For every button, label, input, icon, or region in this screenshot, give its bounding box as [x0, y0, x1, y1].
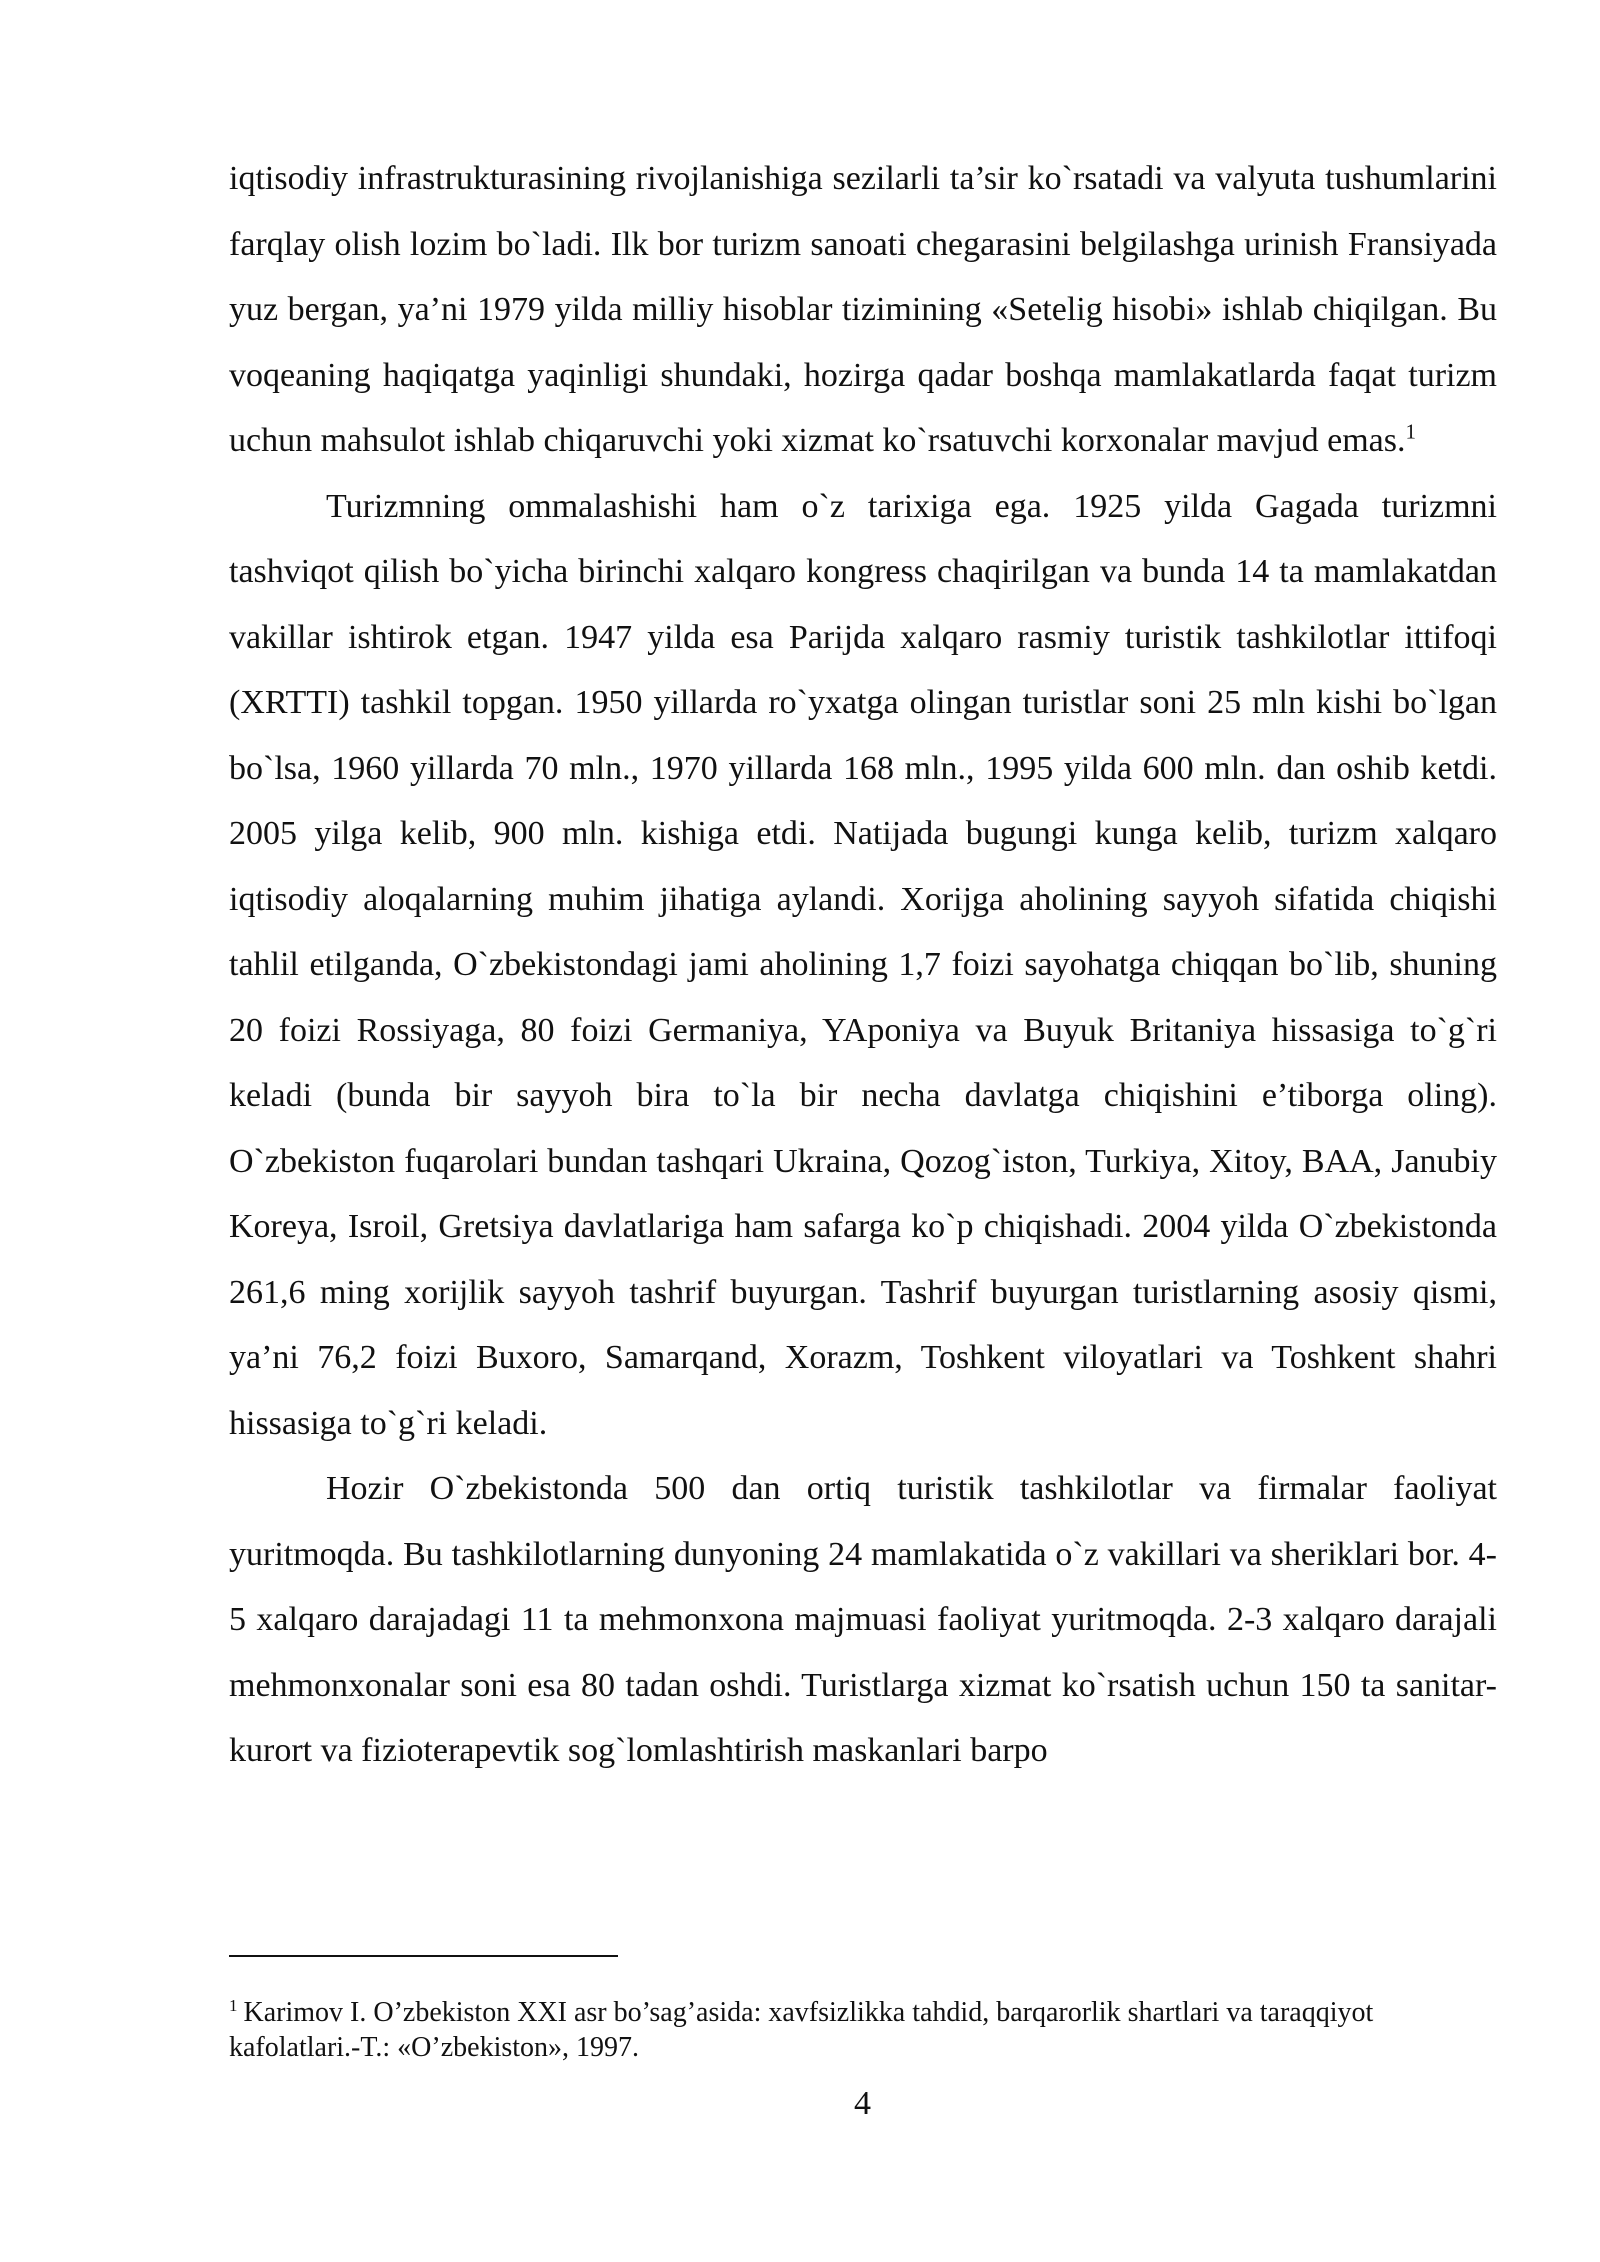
paragraph-1 [229, 146, 1497, 474]
paragraph-1-text: iqtisodiy infrastrukturasining rivojlanishiga sezilarli ta’sir ko`rsatadi va valyuta tushumlarini farqlay olish lozim bo`ladi. Ilk bor turizm sanoati chegarasini belgilashga urinish Fransiyada yuz bergan, ya’ni 1979 yilda milliy hisoblar tizimining «Setelig hisobi» ishlab chiqilgan. Bu voqeaning haqiqatga yaqinligi shundaki, hozirga qadar boshqa mamlakatlarda faqat turizm uchun mahsulot ishlab chiqaruvchi yoki xizmat ko`rsatuvchi korxonalar mavjud emas. [229, 160, 1497, 459]
footnote-mark: 1 [229, 1995, 238, 2015]
paragraph-3: Hozir O`zbekistonda 500 dan ortiq turistik tashkilotlar va firmalar faoliyat yuritmoqda. Bu tashkilotlarning dunyoning 24 mamlakatida o`z vakillari va sheriklari bor. 4-5 xalqaro darajadagi 11 ta mehmonxona majmuasi faoliyat yuritmoqda. 2-3 xalqaro darajali mehmonxonalar soni esa 80 tadan oshdi. Turistlarga xizmat ko`rsatish uchun 150 ta sanitar-kurort va fizioterapevtik sog`lomlashtirish maskanlari barpo [229, 1470, 1497, 1769]
page-number: 4 [854, 2085, 871, 2122]
footnote-separator [229, 1955, 618, 1957]
body-text [229, 146, 1497, 1784]
footnote-reference: 1 [1405, 419, 1416, 444]
footnote-text: Karimov I. O’zbekiston XXI asr bo’sag’asida: xavfsizlikka tahdid, barqarorlik shartlari va taraqqiyot kafolatlari.-T.: «O’zbekiston», 1997. [229, 1997, 1374, 2063]
footnote [229, 1995, 1497, 2065]
paragraph-2: Turizmning ommalashishi ham o`z tarixiga ega. 1925 yilda Gagada turizmni tashviqot qilish bo`yicha birinchi xalqaro kongress chaqirilgan va bunda 14 ta mamlakatdan vakillar ishtirok etgan. 1947 yilda esa Parijda xalqaro rasmiy turistik tashkilotlar ittifoqi (XRTTI) tashkil topgan. 1950 yillarda ro`yxatga olingan turistlar soni 25 mln kishi bo`lgan bo`lsa, 1960 yillarda 70 mln., 1970 yillarda 168 mln., 1995 yilda 600 mln. dan oshib ketdi. 2005 yilga kelib, 900 mln. kishiga etdi. Natijada bugungi kunga kelib, turizm xalqaro iqtisodiy aloqalarning muhim jihatiga aylandi. Xorijga aholining sayyoh sifatida chiqishi tahlil etilganda, O`zbekistondagi jami aholining 1,7 foizi sayohatga chiqqan bo`lib, shuning 20 foizi Rossiyaga, 80 foizi Germaniya, YAponiya va Buyuk Britaniya hissasiga to`g`ri keladi (bunda bir sayyoh bira to`la bir necha davlatga chiqishini e’tiborga oling). O`zbekiston fuqarolari bundan tashqari Ukraina, Qozog`iston, Turkiya, Xitoy, BAA, Janubiy Koreya, Isroil, Gretsiya davlatlariga ham safarga ko`p chiqishadi. 2004 yilda O`zbekistonda 261,6 ming xorijlik sayyoh tashrif buyurgan. Tashrif buyurgan turistlarning asosiy qismi, ya’ni 76,2 foizi Buxoro, Samarqand, Xorazm, Toshkent viloyatlari va Toshkent shahri hissasiga to`g`ri keladi. [229, 487, 1497, 1442]
